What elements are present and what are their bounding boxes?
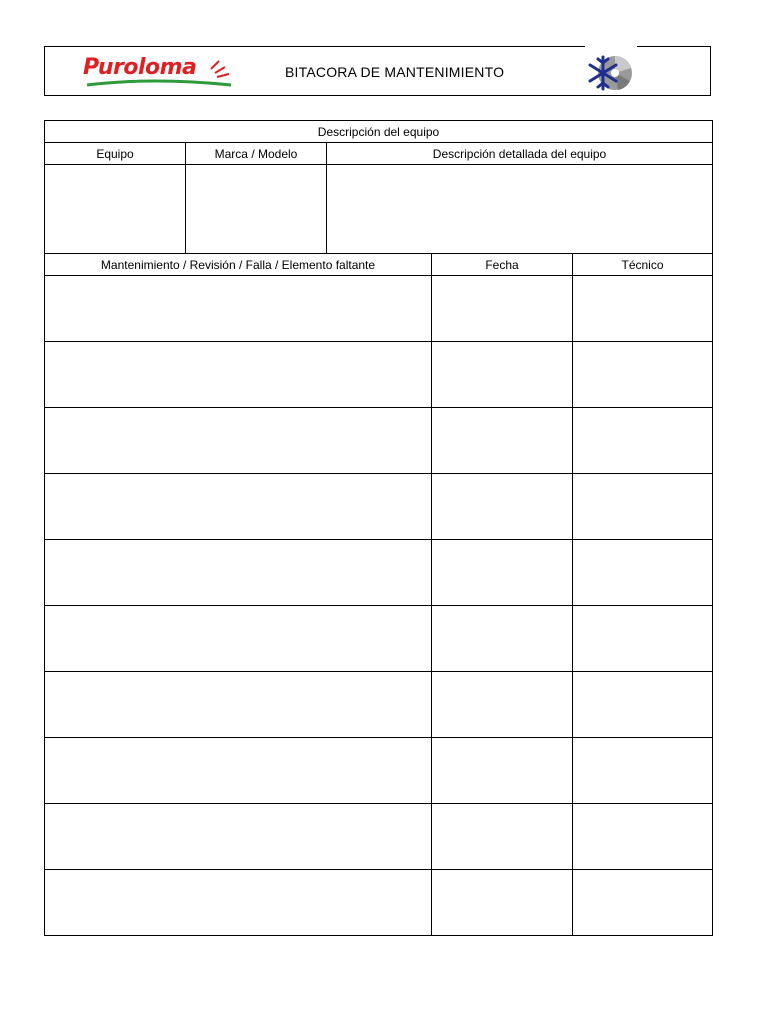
equipo-field[interactable] bbox=[45, 165, 186, 254]
maintenance-log-table bbox=[44, 253, 713, 936]
header-border-gap bbox=[585, 45, 637, 49]
fecha-cell[interactable] bbox=[432, 342, 573, 408]
column-header-tecnico: Técnico bbox=[573, 254, 713, 276]
page-title: BITACORA DE MANTENIMIENTO bbox=[285, 64, 505, 80]
entry-cell[interactable] bbox=[45, 342, 432, 408]
entry-cell[interactable] bbox=[45, 540, 432, 606]
tecnico-cell[interactable] bbox=[573, 276, 713, 342]
logo-swoosh-icon bbox=[83, 55, 233, 89]
table-row bbox=[45, 804, 713, 870]
form-header bbox=[44, 46, 711, 96]
tecnico-cell[interactable] bbox=[573, 540, 713, 606]
table-row bbox=[45, 870, 713, 936]
entry-cell[interactable] bbox=[45, 804, 432, 870]
column-header-marca-modelo: Marca / Modelo bbox=[186, 143, 327, 165]
tecnico-cell[interactable] bbox=[573, 606, 713, 672]
tecnico-cell[interactable] bbox=[573, 474, 713, 540]
fecha-cell[interactable] bbox=[432, 738, 573, 804]
entry-cell[interactable] bbox=[45, 870, 432, 936]
snowflake-fan-icon bbox=[585, 51, 637, 95]
marca-modelo-field[interactable] bbox=[186, 165, 327, 254]
descripcion-field[interactable] bbox=[327, 165, 713, 254]
tecnico-cell[interactable] bbox=[573, 870, 713, 936]
entry-cell[interactable] bbox=[45, 276, 432, 342]
table-row bbox=[45, 738, 713, 804]
table-row bbox=[45, 540, 713, 606]
table-row bbox=[45, 474, 713, 540]
equipment-table bbox=[44, 120, 713, 254]
tecnico-cell[interactable] bbox=[573, 342, 713, 408]
fecha-cell[interactable] bbox=[432, 804, 573, 870]
fecha-cell[interactable] bbox=[432, 474, 573, 540]
table-row bbox=[45, 672, 713, 738]
entry-cell[interactable] bbox=[45, 474, 432, 540]
tecnico-cell[interactable] bbox=[573, 804, 713, 870]
logo-text: Puroloma bbox=[83, 55, 197, 80]
tecnico-cell[interactable] bbox=[573, 672, 713, 738]
tecnico-cell[interactable] bbox=[573, 408, 713, 474]
entry-cell[interactable] bbox=[45, 408, 432, 474]
fecha-cell[interactable] bbox=[432, 606, 573, 672]
column-header-equipo: Equipo bbox=[45, 143, 186, 165]
column-header-mantenimiento: Mantenimiento / Revisión / Falla / Elemento faltante bbox=[45, 254, 432, 276]
entry-cell[interactable] bbox=[45, 738, 432, 804]
column-header-descripcion: Descripción detallada del equipo bbox=[327, 143, 713, 165]
fecha-cell[interactable] bbox=[432, 276, 573, 342]
fecha-cell[interactable] bbox=[432, 672, 573, 738]
tecnico-cell[interactable] bbox=[573, 738, 713, 804]
fecha-cell[interactable] bbox=[432, 408, 573, 474]
fecha-cell[interactable] bbox=[432, 870, 573, 936]
puroloma-logo bbox=[83, 55, 233, 89]
table-row bbox=[45, 342, 713, 408]
entry-cell[interactable] bbox=[45, 672, 432, 738]
table-row bbox=[45, 276, 713, 342]
log-rows bbox=[45, 276, 713, 936]
equipment-section-title: Descripción del equipo bbox=[45, 121, 713, 143]
column-header-fecha: Fecha bbox=[432, 254, 573, 276]
table-row bbox=[45, 408, 713, 474]
entry-cell[interactable] bbox=[45, 606, 432, 672]
fecha-cell[interactable] bbox=[432, 540, 573, 606]
table-row bbox=[45, 606, 713, 672]
